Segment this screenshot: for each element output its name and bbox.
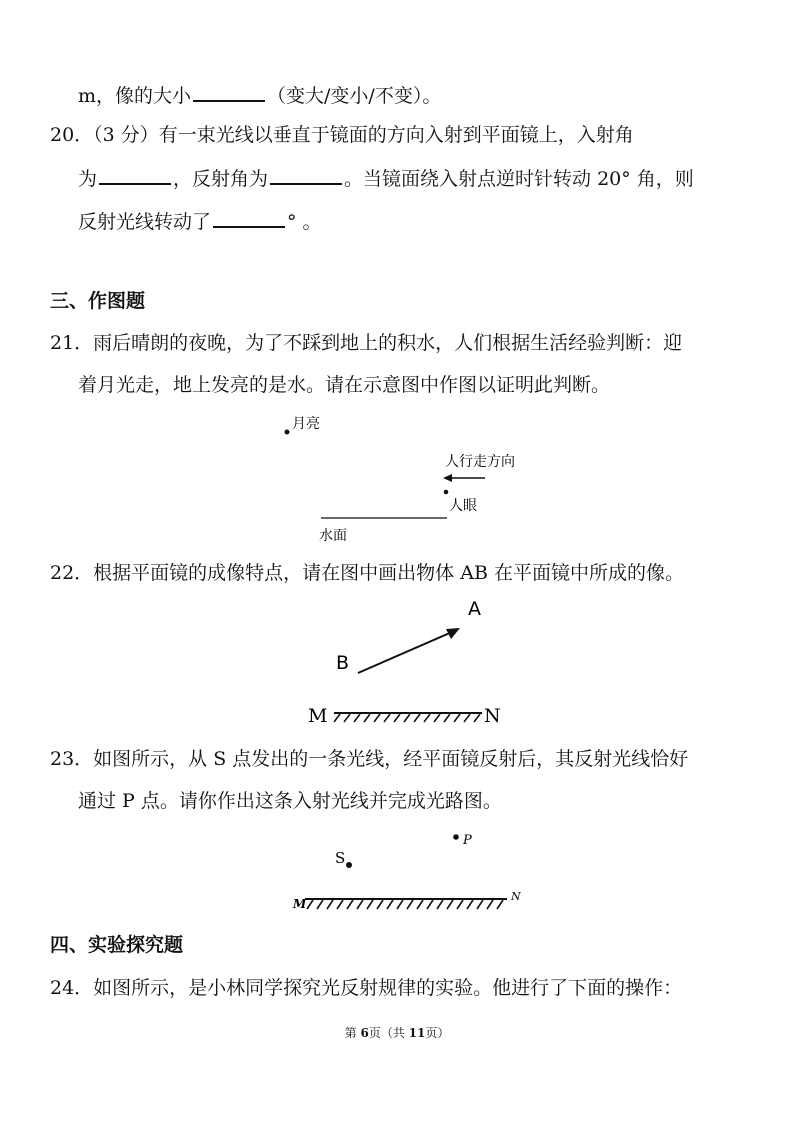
q20-blank-rotation[interactable] xyxy=(213,208,285,228)
q20-text-d: 反射光线转动了 xyxy=(78,211,212,233)
direction-arrow-head xyxy=(443,474,452,482)
section-3-title: 三、作图题 xyxy=(50,290,146,312)
q22-figure[interactable] xyxy=(300,592,520,730)
q20-text-b: ，反射角为 xyxy=(173,168,269,190)
q20-line-2 xyxy=(78,165,694,192)
q20-text-e: ° 。 xyxy=(287,211,322,233)
mirror-label-m: M xyxy=(308,705,328,727)
footer-mid: 页（共 xyxy=(368,1026,409,1040)
q20-blank-reflection[interactable] xyxy=(270,165,342,185)
q21-line-2: 着月光走，地上发亮的是水。请在示意图中作图以证明此判断。 xyxy=(78,374,611,396)
footer-page-number: 6 xyxy=(360,1026,369,1040)
section-4-title: 四、实验探究题 xyxy=(50,934,184,956)
label-a: A xyxy=(468,598,481,620)
q19-text-after: （变大/变小/不变）。 xyxy=(267,85,442,107)
q23-line-1: 23．如图所示，从 S 点发出的一条光线，经平面镜反射后，其反射光线恰好 xyxy=(50,748,689,770)
q19-text-before: m，像的大小 xyxy=(78,85,192,107)
water-label: 水面 xyxy=(319,528,347,544)
direction-label: 人行走方向 xyxy=(445,454,515,470)
moon-point xyxy=(285,430,290,435)
footer-suffix: 页） xyxy=(425,1026,450,1040)
q20-line-1: 20．（3 分）有一束光线以垂直于镜面的方向入射到平面镜上，入射角 xyxy=(50,124,634,146)
mirror-label-n: N xyxy=(484,705,501,727)
object-ab xyxy=(358,632,452,673)
label-p: P xyxy=(463,833,472,848)
q20-text-c: 。当镜面绕入射点逆时针转动 20° 角，则 xyxy=(344,168,694,190)
label-b: B xyxy=(336,652,350,674)
page-footer xyxy=(0,1024,794,1041)
mirror-hatch xyxy=(307,900,503,909)
q19-answer-blank[interactable] xyxy=(193,82,265,102)
mirror-label-m: M xyxy=(293,897,307,911)
footer-prefix: 第 xyxy=(344,1026,361,1040)
q23-figure[interactable] xyxy=(285,825,530,920)
q22-line-1: 22．根据平面镜的成像特点，请在图中画出物体 AB 在平面镜中所成的像。 xyxy=(50,562,684,584)
footer-total-pages: 11 xyxy=(408,1026,426,1040)
mirror-label-n: N xyxy=(511,890,521,903)
q23-line-2: 通过 P 点。请你作出这条入射光线并完成光路图。 xyxy=(78,790,502,812)
q24-line-1: 24．如图所示，是小林同学探究光反射规律的实验。他进行了下面的操作： xyxy=(50,977,683,999)
eye-point xyxy=(444,490,449,495)
q19-tail-line xyxy=(78,82,441,109)
q20-text-a: 为 xyxy=(78,168,98,190)
q20-blank-incidence[interactable] xyxy=(99,165,171,185)
q21-line-1: 21．雨后晴朗的夜晚，为了不踩到地上的积水，人们根据生活经验判断：迎 xyxy=(50,332,683,354)
q21-figure[interactable] xyxy=(275,410,545,550)
eye-label: 人眼 xyxy=(449,498,477,514)
point-p xyxy=(453,834,459,840)
moon-label: 月亮 xyxy=(292,416,320,432)
mirror-hatch xyxy=(334,714,480,722)
q20-line-3 xyxy=(78,208,322,235)
point-s xyxy=(346,862,352,868)
label-s: S xyxy=(335,849,346,867)
